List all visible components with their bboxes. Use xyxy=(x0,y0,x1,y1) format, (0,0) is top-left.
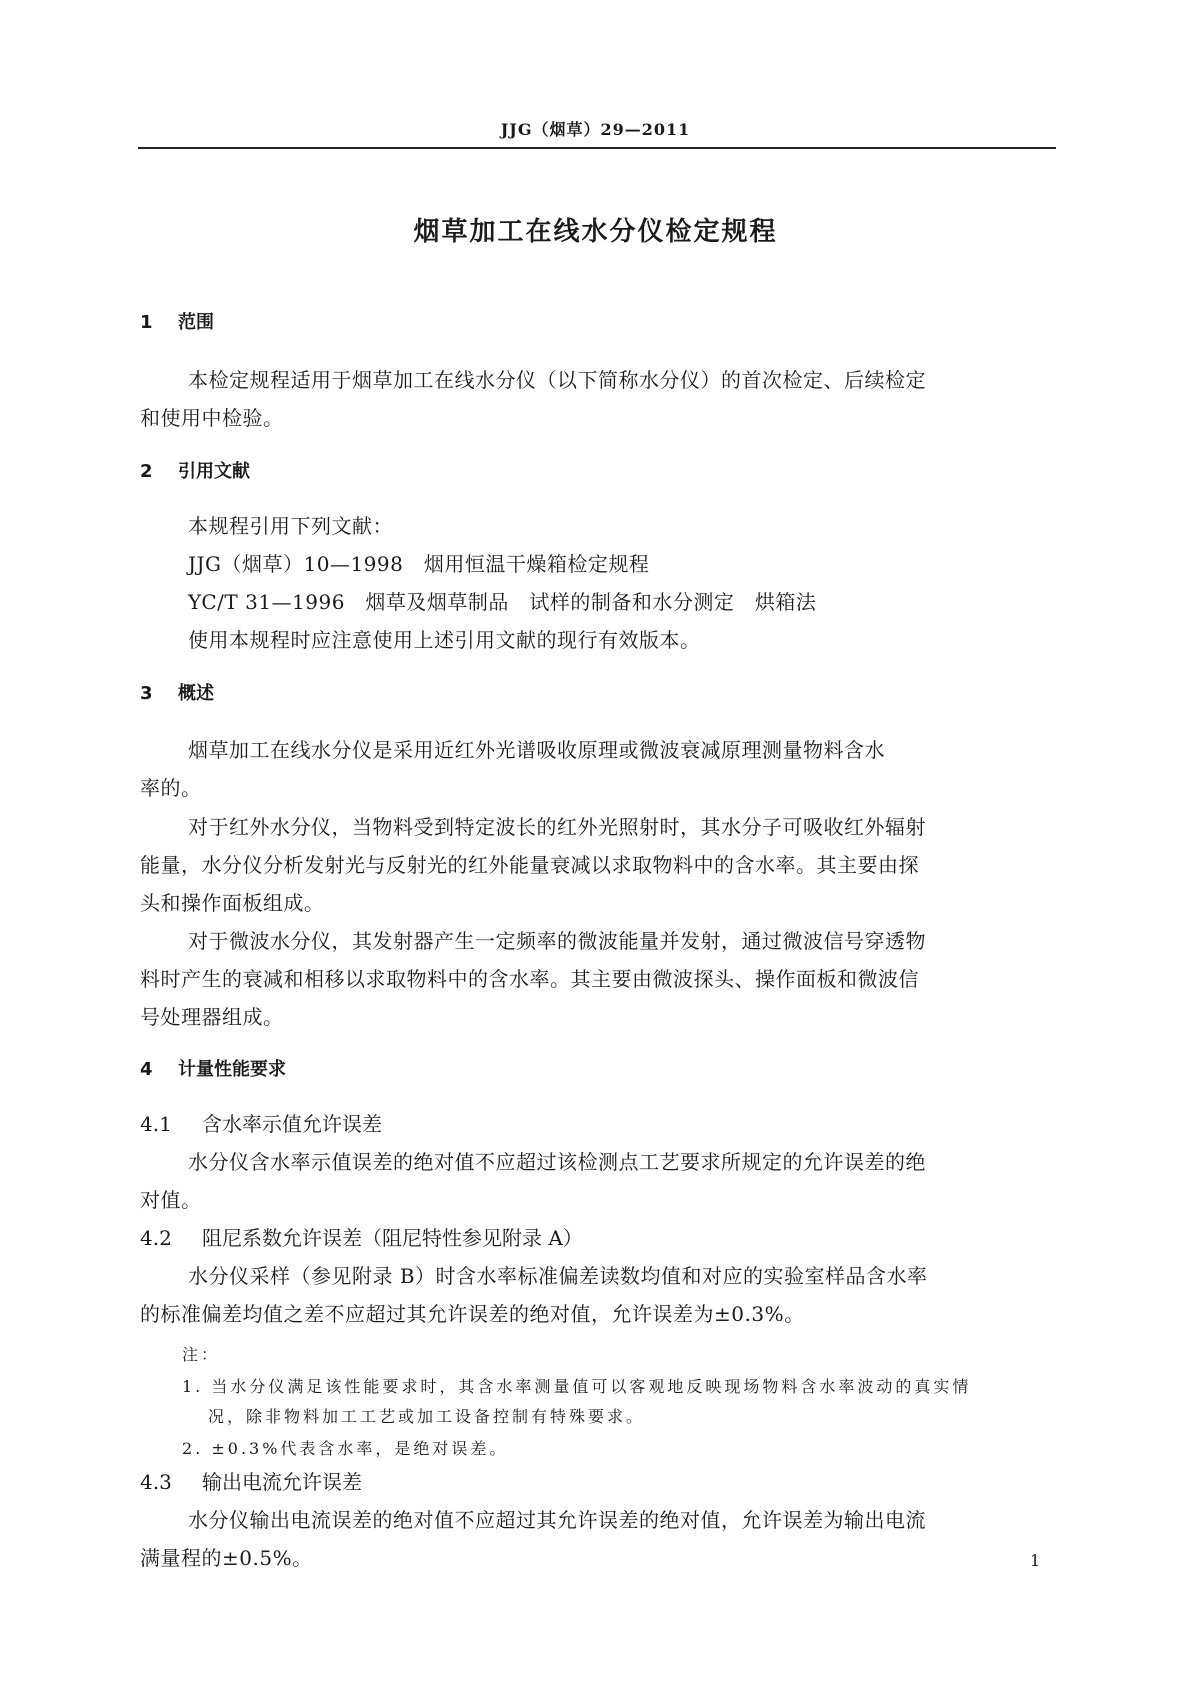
paragraph-line: 能量，水分仪分析发射光与反射光的红外能量衰减以求取物料中的含水率。其主要由探 xyxy=(140,853,919,877)
paragraph-line: 头和操作面板组成。 xyxy=(140,891,325,915)
note-item: 2. ±0.3%代表含水率，是绝对误差。 xyxy=(182,1439,509,1458)
section-3-heading xyxy=(140,679,214,705)
page-number: 1 xyxy=(1030,1551,1041,1570)
section-2-heading xyxy=(140,457,250,483)
section-title: 计量性能要求 xyxy=(178,1059,286,1080)
reference-item: JJG（烟草）10—1998 烟用恒温干燥箱检定规程 xyxy=(188,552,650,576)
paragraph-line: 满量程的±0.5%。 xyxy=(140,1546,313,1570)
subsection-title: 含水率示值允许误差 xyxy=(202,1112,382,1136)
subsection-number: 4.1 xyxy=(140,1112,172,1136)
note-item-continuation: 况，除非物料加工工艺或加工设备控制有特殊要求。 xyxy=(208,1407,646,1426)
subsection-title: 阻尼系数允许误差（阻尼特性参见附录 A） xyxy=(202,1226,583,1250)
paragraph-line: 料时产生的衰减和相移以求取物料中的含水率。其主要由微波探头、操作面板和微波信 xyxy=(140,967,919,991)
subsection-4-1-heading xyxy=(140,1108,382,1137)
subsection-number: 4.3 xyxy=(140,1470,172,1494)
section-number: 1 xyxy=(140,312,153,333)
paragraph-line: 水分仪采样（参见附录 B）时含水率标准偏差读数均值和对应的实验室样品含水率 xyxy=(188,1264,928,1288)
paragraph-line: 的标准偏差均值之差不应超过其允许误差的绝对值，允许误差为±0.3%。 xyxy=(140,1302,805,1326)
paragraph-line: 对于微波水分仪，其发射器产生一定频率的微波能量并发射，通过微波信号穿透物 xyxy=(188,929,926,953)
note-item: 1. 当水分仪满足该性能要求时，其含水率测量值可以客观地反映现场物料含水率波动的真实情 xyxy=(182,1377,972,1396)
section-number: 3 xyxy=(140,683,153,704)
header-rule xyxy=(138,147,1056,149)
document-title: 烟草加工在线水分仪检定规程 xyxy=(413,217,778,247)
subsection-number: 4.2 xyxy=(140,1226,172,1250)
subsection-4-3-heading xyxy=(140,1466,362,1495)
paragraph-line: 烟草加工在线水分仪是采用近红外光谱吸收原理或微波衰减原理测量物料含水 xyxy=(188,738,885,762)
paragraph-line: 号处理器组成。 xyxy=(140,1005,284,1029)
subsection-title: 输出电流允许误差 xyxy=(202,1470,362,1494)
subsection-4-2-heading xyxy=(140,1222,583,1251)
running-header: JJG（烟草）29—2011 xyxy=(500,120,691,139)
section-number: 2 xyxy=(140,461,153,482)
note-label: 注： xyxy=(182,1345,221,1364)
paragraph-line: 和使用中检验。 xyxy=(140,406,284,430)
section-title: 引用文献 xyxy=(178,461,250,482)
section-number: 4 xyxy=(140,1059,153,1080)
section-4-heading xyxy=(140,1055,286,1081)
paragraph-line: 水分仪含水率示值误差的绝对值不应超过该检测点工艺要求所规定的允许误差的绝 xyxy=(188,1150,926,1174)
reference-item: YC/T 31—1996 烟草及烟草制品 试样的制备和水分测定 烘箱法 xyxy=(188,590,817,614)
paragraph-line: 水分仪输出电流误差的绝对值不应超过其允许误差的绝对值，允许误差为输出电流 xyxy=(188,1508,926,1532)
section-1-heading xyxy=(140,308,214,334)
paragraph-line: 率的。 xyxy=(140,776,202,800)
section-title: 概述 xyxy=(178,683,214,704)
paragraph-line: 本规程引用下列文献： xyxy=(188,514,393,538)
paragraph-line: 对值。 xyxy=(140,1188,202,1212)
paragraph-line: 对于红外水分仪，当物料受到特定波长的红外光照射时，其水分子可吸收红外辐射 xyxy=(188,815,926,839)
section-title: 范围 xyxy=(178,312,214,333)
paragraph-line: 本检定规程适用于烟草加工在线水分仪（以下简称水分仪）的首次检定、后续检定 xyxy=(188,368,926,392)
paragraph-line: 使用本规程时应注意使用上述引用文献的现行有效版本。 xyxy=(188,628,701,652)
